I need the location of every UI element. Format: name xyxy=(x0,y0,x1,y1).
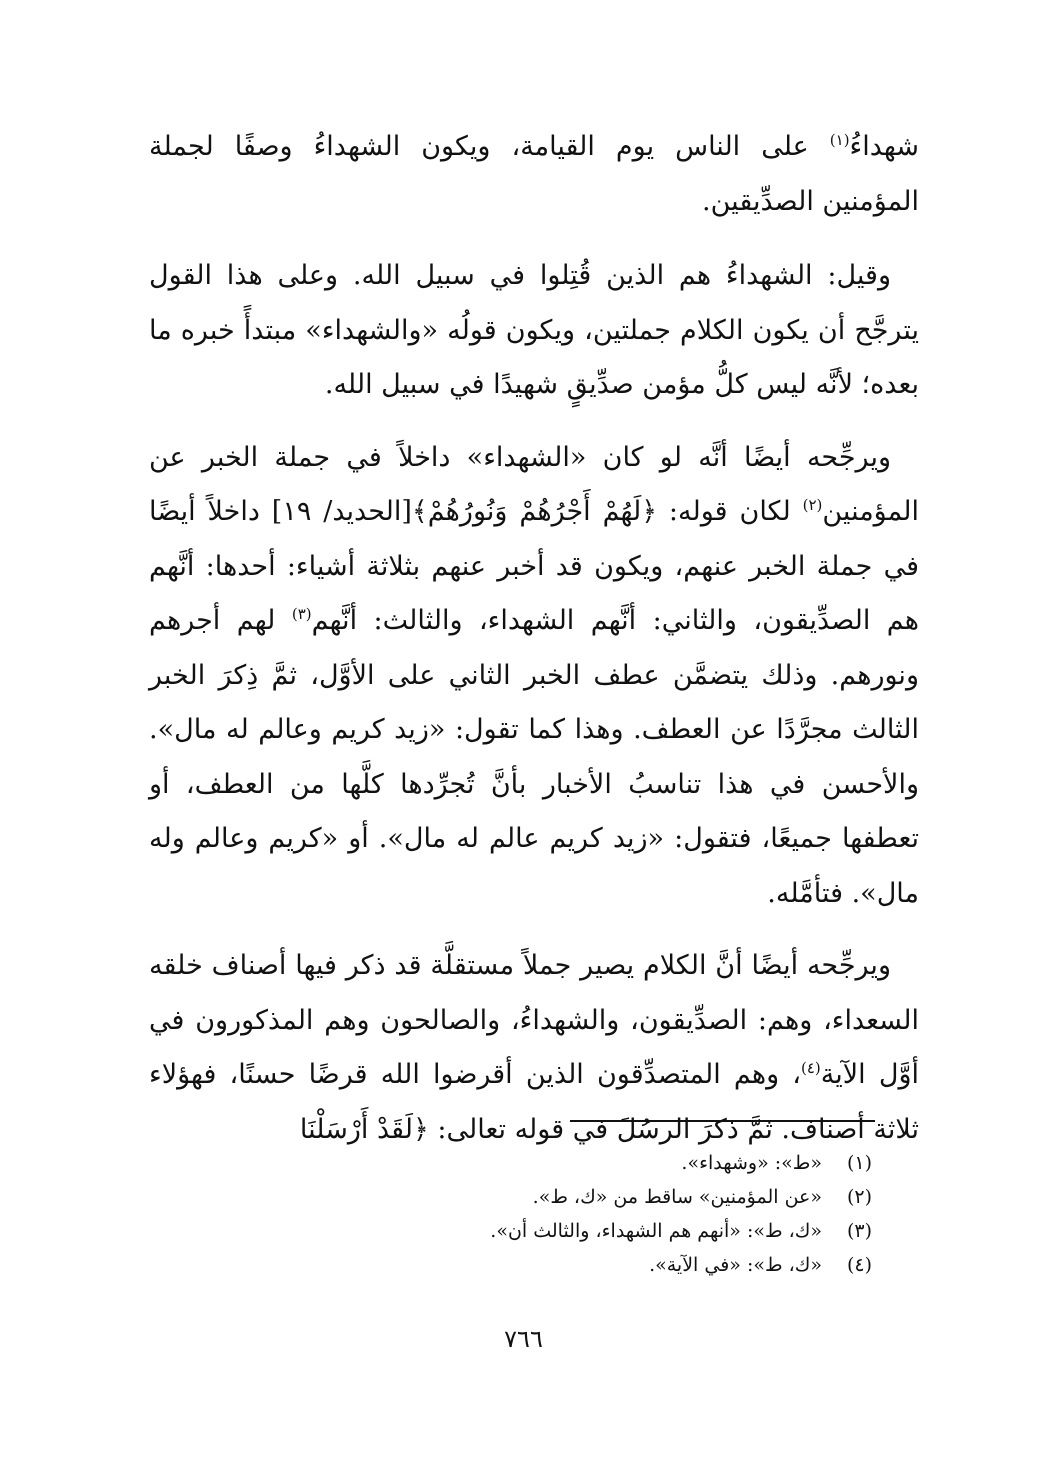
footnote-2 xyxy=(312,1180,872,1214)
text-segment: وقيل: الشهداءُ هم الذين قُتِلوا في سبيل الله. وعلى هذا القول يترجَّح أن يكون الكلام جملتين، ويكون قولُه «والشهداء» مبتدأً خبره ما بعده؛ لأنَّه ليس كلُّ مؤمن صدِّيقٍ شهيدًا في سبيل الله. xyxy=(149,260,919,400)
footnote-number: (٢) xyxy=(846,1186,872,1208)
footnotes xyxy=(312,1146,872,1282)
text-segment: ويرجِّحه أيضًا أنَّ الكلام يصير جملاً مستقلَّة قد ذكر فيها أصناف خلقه السعداء، وهم: الصدِّيقون، والشهداءُ، والصالحون وهم المذكورون في أوَّل الآية xyxy=(149,950,919,1090)
paragraph-2 xyxy=(149,249,919,413)
footnote-ref-3: (٣) xyxy=(291,605,312,623)
text-segment: على الناس يوم القيامة، ويكون الشهداءُ وصفًا لجملة المؤمنين الصدِّيقين. xyxy=(149,131,919,217)
main-text xyxy=(149,120,919,1175)
footnote-divider xyxy=(570,1120,875,1122)
paragraph-3 xyxy=(149,431,919,922)
text-segment: ، وهم المتصدِّقون الذين أقرضوا الله قرضًا حسنًا، فهؤلاء ثلاثة أصناف. ثمَّ ذكرَ الرسُلَ في قوله تعالى: ﴿لَقَدْ أَرْسَلْنَا xyxy=(149,1059,919,1145)
footnote-4 xyxy=(312,1248,872,1282)
page-number: ٧٦٦ xyxy=(504,1325,543,1353)
footnote-ref-2: (٢) xyxy=(802,496,823,514)
footnote-text: «ط»: «وشهداء». xyxy=(681,1152,822,1174)
footnote-1 xyxy=(312,1146,872,1180)
footnote-text: «ك، ط»: «أنهم هم الشهداء، والثالث أن». xyxy=(490,1220,822,1242)
footnote-ref-4: (٤) xyxy=(801,1059,821,1077)
footnote-ref-1: (١) xyxy=(829,131,850,149)
text-segment: شهداءُ xyxy=(849,131,919,162)
paragraph-1 xyxy=(149,120,919,229)
paragraph-4 xyxy=(149,939,919,1157)
text-segment: ويرجِّحه أيضًا أنَّه لو كان «الشهداء» داخلاً في جملة الخبر عن المؤمنين xyxy=(149,441,919,527)
footnote-3 xyxy=(312,1214,872,1248)
footnote-text: «ك، ط»: «في الآية». xyxy=(649,1254,822,1276)
footnote-number: (٤) xyxy=(846,1254,872,1276)
footnote-number: (٣) xyxy=(846,1220,872,1242)
text-segment: لهم أجرهم ونورهم. وذلك يتضمَّن عطف الخبر الثاني على الأوَّل، ثمَّ ذِكرَ الخبر الثالث مجرَّدًا عن العطف. وهذا كما تقول: «زيد كريم وعالم له مال». والأحسن في هذا تناسبُ الأخبار بأنَّ تُجرِّدها كلَّها من العطف، أو تعطفها جميعًا، فتقول: «زيد كريم عالم له مال». أو «كريم وعالم وله مال». فتأمَّله. xyxy=(149,605,919,909)
text-segment: لكان قوله: ﴿لَهُمْ أَجْرُهُمْ وَنُورُهُمْ﴾[الحديد/ ١٩] داخلاً أيضًا في جملة الخبر عنهم، ويكون قد أخبر عنهم بثلاثة أشياء: أحدها: أنَّهم هم الصدِّيقون، والثاني: أنَّهم الشهداء، والثالث: أنَّهم xyxy=(149,496,919,636)
footnote-number: (١) xyxy=(846,1152,872,1174)
footnote-text: «عن المؤمنين» ساقط من «ك، ط». xyxy=(532,1186,822,1208)
